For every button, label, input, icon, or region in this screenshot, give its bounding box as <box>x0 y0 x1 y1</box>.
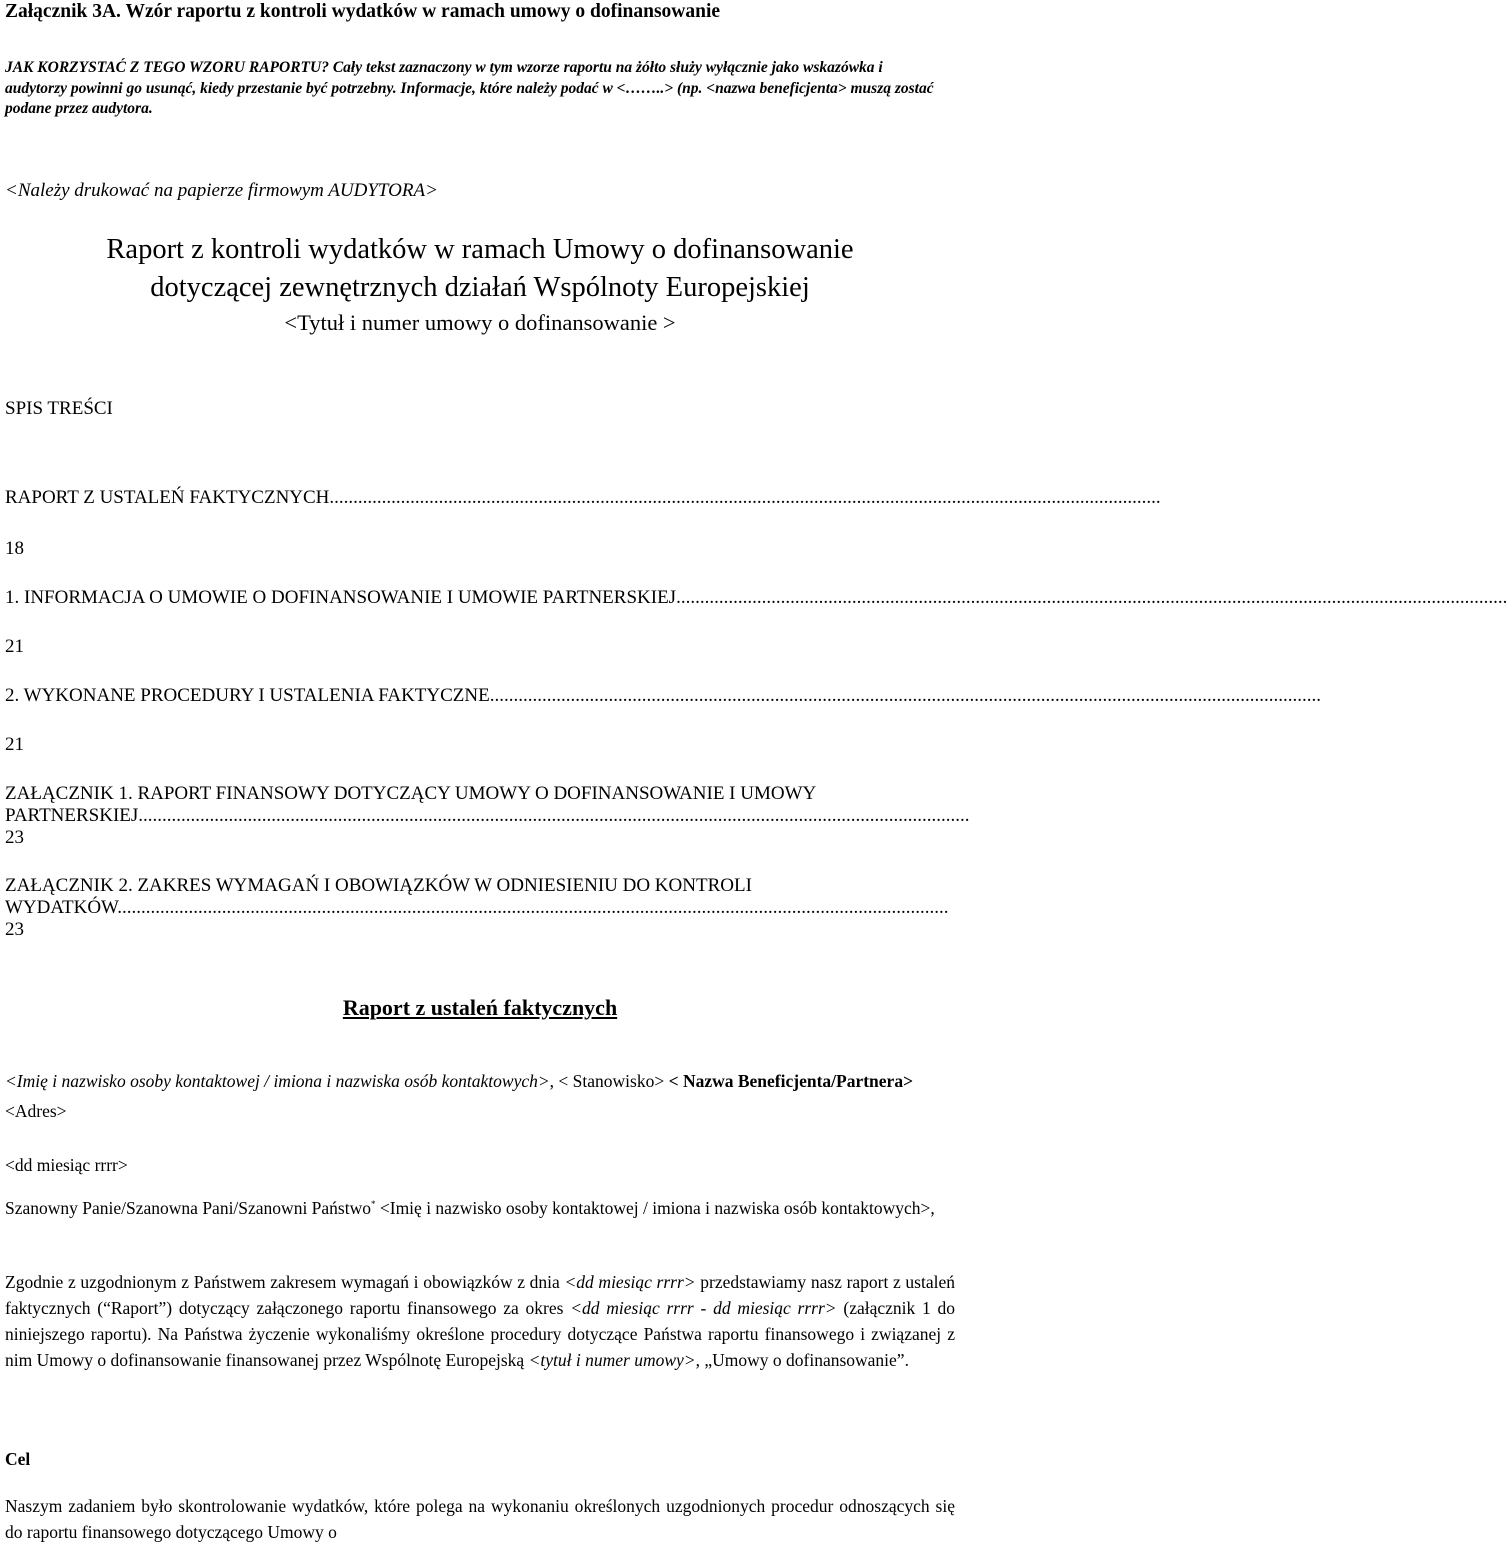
period-placeholder: <dd miesiąc rrrr - dd miesiąc rrrr> <box>570 1298 837 1318</box>
report-subtitle: <Tytuł i numer umowy o dofinansowanie > <box>284 310 676 335</box>
toc-page-4: 23 <box>5 827 24 848</box>
toc-dots: ............................................................................................................................................................................... <box>138 805 970 826</box>
contact-sep: , < Stanowisko> <box>549 1071 669 1091</box>
toc-label: RAPORT Z USTALEŃ FAKTYCZNYCH <box>5 487 330 508</box>
toc-page-2: 21 <box>5 636 24 657</box>
toc-label: PARTNERSKIEJ <box>5 805 139 826</box>
toc-entry-2[interactable] <box>5 587 1507 609</box>
salutation-text: Szanowny Panie/Szanowna Pani/Szanowni Państwo <box>5 1197 371 1218</box>
toc-label-line1: ZAŁĄCZNIK 1. RAPORT FINANSOWY DOTYCZĄCY UMOWY O DOFINANSOWANIE I UMOWY <box>5 783 817 804</box>
footnote-mark: * <box>371 1199 376 1209</box>
toc-page-5: 23 <box>5 919 24 940</box>
report-title <box>0 231 960 306</box>
letterhead-note: <Należy drukować na papierze firmowym AUDYTORA> <box>5 180 438 201</box>
toc-page-1: 18 <box>5 538 24 559</box>
toc-dots: ............................................................................................................................................................................... <box>489 685 1321 706</box>
contact-name-placeholder: <Imię i nazwisko osoby kontaktowej / imiona i nazwiska osób kontaktowych> <box>5 1071 550 1091</box>
text: przedstawiamy nasz raport z ustaleń faktycznych (“Raport”) dotyczący załączonego raportu finansowego za okres <box>5 1272 955 1318</box>
report-title-line2: dotyczącej zewnętrznych działań Wspólnoty Europejskiej <box>150 271 810 303</box>
beneficiary-name-placeholder: < Nazwa Beneficjenta/Partnera> <box>668 1071 914 1091</box>
intro-paragraph <box>5 1269 955 1373</box>
toc-heading: SPIS TREŚCI <box>5 398 113 419</box>
text: , „Umowy o dofinansowanie”. <box>695 1350 909 1370</box>
toc-page-3: 21 <box>5 734 24 755</box>
contact-block <box>5 1066 955 1126</box>
toc-label-line2 <box>5 897 949 919</box>
usage-hint: JAK KORZYSTAĆ Z TEGO WZORU RAPORTU? Cały tekst zaznaczony w tym wzorze raportu na żółto służy wyłącznie jako wskazówka i audytorzy powinni go usunąć, kiedy przestanie być potrzebny. Informacje, które należy podać w <……..> (np. <nazwa beneficjenta> muszą zostać podane przez audytora. <box>5 59 934 117</box>
date-placeholder: <dd miesiąc rrrr> <box>5 1155 128 1175</box>
toc-entry-4[interactable] <box>5 783 970 849</box>
salutation <box>5 1190 955 1222</box>
toc-dots: ............................................................................................................................................................................... <box>117 897 949 918</box>
contract-placeholder: <tytuł i numer umowy> <box>528 1350 696 1370</box>
toc-entry-1[interactable] <box>5 487 1161 509</box>
cel-heading: Cel <box>5 1449 31 1469</box>
toc-label: 2. WYKONANE PROCEDURY I USTALENIA FAKTYCZNE <box>5 685 490 706</box>
toc-label-line1: ZAŁĄCZNIK 2. ZAKRES WYMAGAŃ I OBOWIĄZKÓW W ODNIESIENIU DO KONTROLI <box>5 875 752 896</box>
toc-entry-5[interactable] <box>5 875 949 941</box>
toc-label: WYDATKÓW <box>5 897 118 918</box>
toc-label: 1. INFORMACJA O UMOWIE O DOFINANSOWANIE I UMOWIE PARTNERSKIEJ <box>5 587 677 608</box>
report-heading: Raport z ustaleń faktycznych <box>342 995 618 1020</box>
text: (załącznik 1 do niniejszego raportu). Na Państwa życzenie wykonaliśmy określone procedury dotyczące Państwa raportu finansowego i związanej z nim Umowy o dofinansowanie finansowanej przez Wspólnotę Europejską <box>5 1298 956 1370</box>
salutation-contact: <Imię i nazwisko osoby kontaktowej / imiona i nazwiska osób kontaktowych>, <box>375 1197 935 1218</box>
text: Zgodnie z uzgodnionym z Państwem zakresem wymagań i obowiązków z dnia <box>5 1272 565 1292</box>
report-title-line1: Raport z kontroli wydatków w ramach Umowy o dofinansowanie <box>106 234 854 265</box>
toc-dots: ............................................................................................................................................................................... <box>329 487 1161 508</box>
toc-dots: ............................................................................................................................................................................... <box>676 587 1507 608</box>
date-placeholder-inline: <dd miesiąc rrrr> <box>564 1272 696 1292</box>
purpose-paragraph: Naszym zadaniem było skontrolowanie wydatków, które polega na wykonaniu określonych uzgodnionych procedur odnoszących się do raportu finansowego dotyczącego Umowy o <box>5 1496 955 1542</box>
toc-entry-3[interactable] <box>5 685 1321 707</box>
toc-label-line2 <box>5 805 970 827</box>
annex-title: Załącznik 3A. Wzór raportu z kontroli wydatków w ramach umowy o dofinansowanie <box>5 1 721 22</box>
address-placeholder: <Adres> <box>5 1101 67 1121</box>
